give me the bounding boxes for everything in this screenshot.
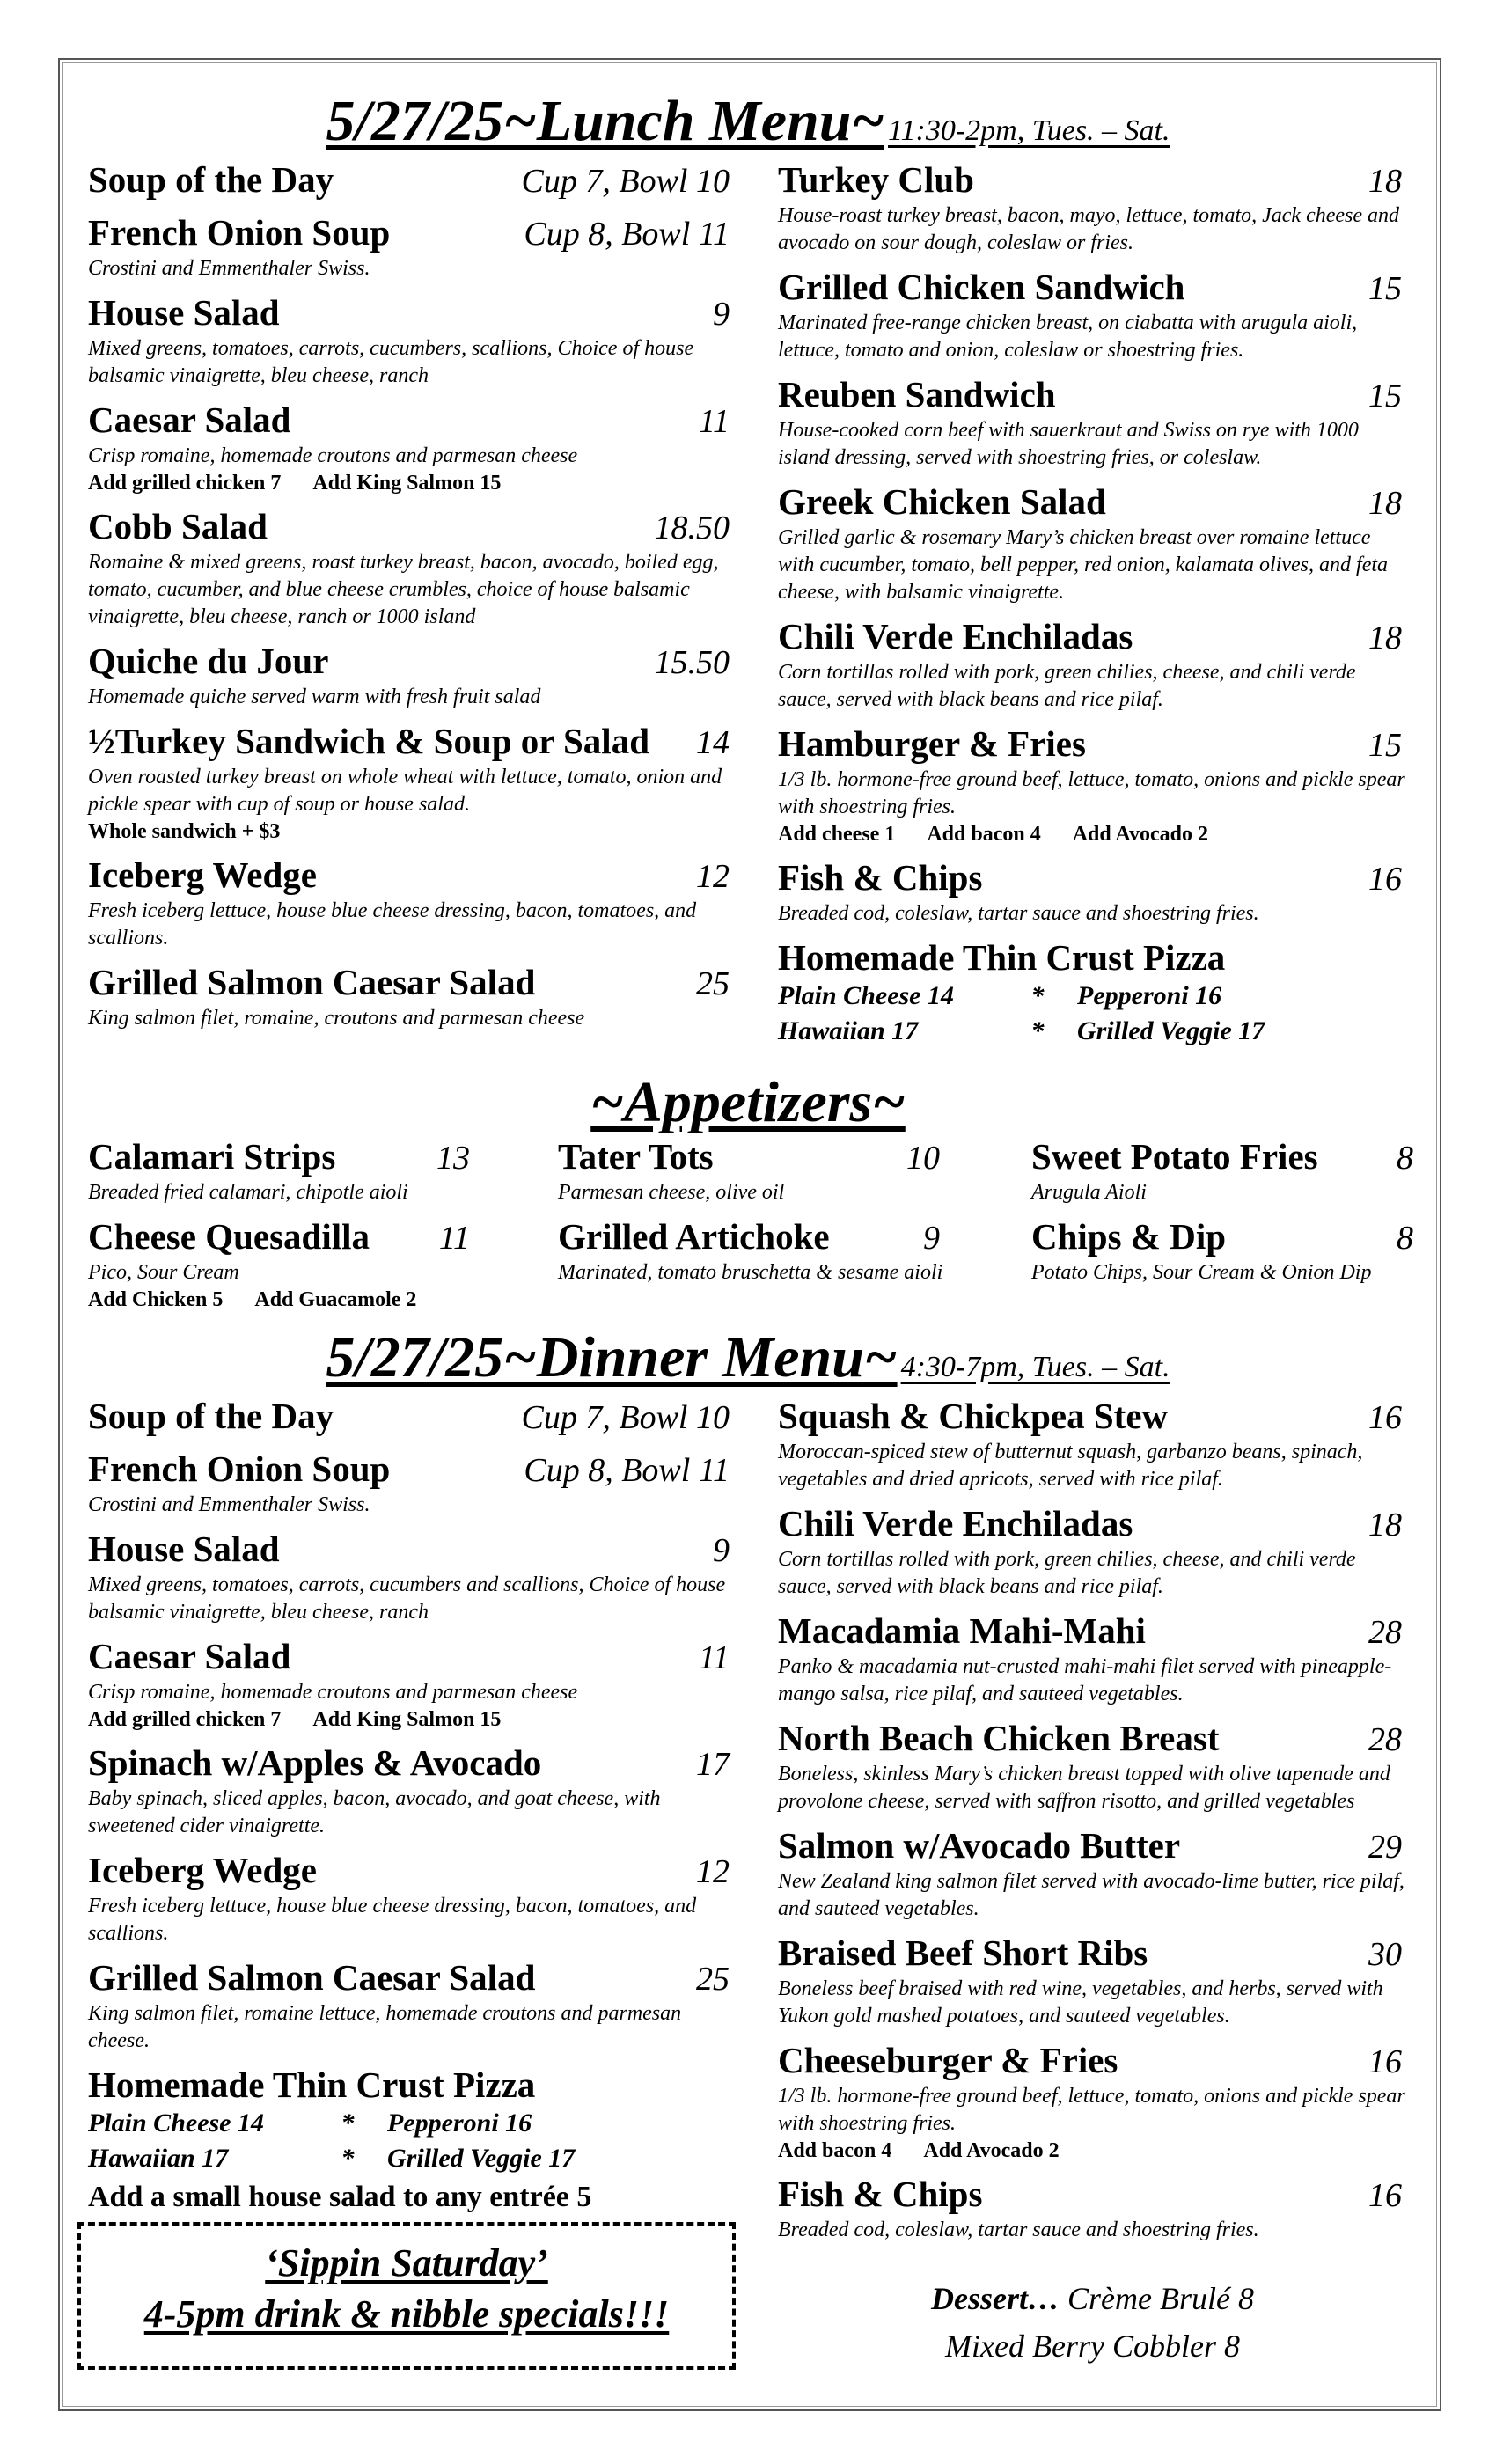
item-name: Reuben Sandwich (778, 374, 1056, 414)
separator-star: * (1030, 1016, 1045, 1045)
pizza-option: Grilled Veggie 17 (1077, 1016, 1265, 1045)
item-addons (88, 470, 735, 496)
item-name: Spinach w/Apples & Avocado (88, 1742, 542, 1783)
item-description: Pico, Sour Cream (88, 1261, 239, 1284)
pizza-option: Grilled Veggie 17 (387, 2144, 576, 2173)
item-price: 8 (1397, 1220, 1413, 1257)
item-description: Mixed greens, tomatoes, carrots, cucumbers, scallions, Choice of house balsamic vinaigrette, bleu cheese, ranch (88, 337, 694, 387)
item-name: Quiche du Jour (88, 641, 329, 681)
menu-item-hamburger-fries (778, 722, 1407, 847)
dinner-heading (0, 1324, 1496, 1391)
addon-option: Add Guacamole 2 (254, 1288, 417, 1311)
item-description: Crisp romaine, homemade croutons and parmesan cheese (88, 444, 578, 467)
item-price: Cup 7, Bowl 10 (521, 1399, 730, 1436)
item-price: 11 (438, 1220, 470, 1257)
item-price: 8 (1397, 1140, 1413, 1177)
addon-option: Whole sandwich + $3 (88, 820, 281, 843)
pizza-options-row (88, 2106, 735, 2141)
item-description: Breaded cod, coleslaw, tartar sauce and shoestring fries. (778, 902, 1259, 925)
sippin-specials: 4-5pm drink & nibble specials!!! (143, 2292, 670, 2336)
menu-item-macadamia-mahi-mahi (778, 1610, 1407, 1708)
pizza-option: Plain Cheese 14 (88, 2108, 264, 2138)
item-name: Cheeseburger & Fries (778, 2040, 1118, 2080)
item-description: King salmon filet, romaine lettuce, homemade croutons and parmesan cheese. (88, 2002, 682, 2052)
item-name: Homemade Thin Crust Pizza (88, 2064, 536, 2105)
item-name: Caesar Salad (88, 1636, 291, 1676)
pizza-option: Pepperoni 16 (387, 2108, 532, 2138)
item-name: Soup of the Day (88, 1396, 334, 1436)
item-addons (778, 821, 1407, 847)
pizza-option: Hawaiian 17 (778, 1016, 919, 1045)
menu-item-house-salad (88, 291, 735, 390)
pizza-options-row (778, 979, 1407, 1014)
item-description: Crostini and Emmenthaler Swiss. (88, 1493, 370, 1516)
item-price: 16 (1368, 2177, 1402, 2214)
item-description: Potato Chips, Sour Cream & Onion Dip (1031, 1261, 1372, 1284)
item-name: Calamari Strips (88, 1136, 336, 1177)
menu-item-calamari-strips (88, 1135, 475, 1206)
sippin-saturday-box (77, 2222, 736, 2370)
item-description: Crisp romaine, homemade croutons and parmesan cheese (88, 1681, 578, 1704)
item-name: North Beach Chicken Breast (778, 1718, 1220, 1758)
menu-item-cheese-quesadilla (88, 1215, 475, 1313)
addon-option: Add cheese 1 (778, 823, 896, 846)
lunch-title: 5/27/25~Lunch Menu~ (326, 89, 885, 153)
menu-item-chili-verde-enchiladas (778, 1502, 1407, 1601)
item-price: 16 (1368, 1399, 1402, 1436)
item-name: Salmon w/Avocado Butter (778, 1825, 1181, 1866)
menu-item-chips-dip (1031, 1215, 1419, 1287)
item-name: Sweet Potato Fries (1031, 1136, 1318, 1177)
item-price: 9 (713, 1532, 730, 1569)
addon-option: Add bacon 4 (927, 823, 1041, 846)
item-description: Breaded fried calamari, chipotle aioli (88, 1181, 408, 1204)
item-price: 29 (1368, 1829, 1402, 1866)
item-name: Greek Chicken Salad (778, 481, 1106, 522)
item-name: ½Turkey Sandwich & Soup or Salad (88, 721, 650, 761)
dessert-item-creme-brule: Crème Brulé 8 (1067, 2281, 1254, 2316)
item-description: Fresh iceberg lettuce, house blue cheese dressing, bacon, tomatoes, and scallions. (88, 899, 697, 950)
item-name: Soup of the Day (88, 159, 334, 200)
addon-option: Add Avocado 2 (923, 2139, 1060, 2162)
item-addons (88, 1287, 475, 1313)
pizza-option: Plain Cheese 14 (778, 981, 954, 1010)
item-price: Cup 8, Bowl 11 (524, 216, 730, 253)
menu-item-salmon-w-avocado-butter (778, 1824, 1407, 1923)
dinner-hours: 4:30-7pm, Tues. – Sat. (900, 1351, 1170, 1383)
item-price: 12 (696, 1853, 730, 1890)
appetizers-column-2 (558, 1135, 945, 1295)
menu-item-house-salad (88, 1528, 735, 1626)
item-name: Grilled Chicken Sandwich (778, 267, 1185, 307)
addon-option: Add King Salmon 15 (312, 1708, 502, 1731)
appetizers-title: ~Appetizers~ (590, 1070, 906, 1134)
menu-item-cobb-salad (88, 505, 735, 631)
menu-item-greek-chicken-salad (778, 480, 1407, 606)
item-description: Corn tortillas rolled with pork, green chilies, cheese, and chili verde sauce, served with black beans and rice pilaf. (778, 661, 1356, 711)
house-salad-note: Add a small house salad to any entrée 5 (88, 2181, 592, 2213)
addon-option: Add King Salmon 15 (312, 472, 502, 495)
pizza-options-row (88, 2141, 735, 2176)
item-addons (88, 1706, 735, 1733)
dinner-title: 5/27/25~Dinner Menu~ (326, 1325, 898, 1390)
item-name: Caesar Salad (88, 400, 291, 440)
item-description: Crostini and Emmenthaler Swiss. (88, 257, 370, 280)
menu-item-tater-tots (558, 1135, 945, 1206)
item-name: Iceberg Wedge (88, 854, 317, 895)
item-price: 18.50 (654, 510, 730, 546)
menu-item-fish-chips (778, 856, 1407, 928)
item-name: Chili Verde Enchiladas (778, 1503, 1133, 1544)
item-name: Chips & Dip (1031, 1216, 1227, 1257)
item-description: Corn tortillas rolled with pork, green chilies, cheese, and chili verde sauce, served with black beans and rice pilaf. (778, 1548, 1356, 1598)
menu-item-soup-of-the-day (88, 1395, 735, 1439)
item-price: 25 (696, 1961, 730, 1998)
item-description: New Zealand king salmon filet served with avocado-lime butter, rice pilaf, and sauteed vegetables. (778, 1870, 1404, 1920)
item-name: Tater Tots (558, 1136, 714, 1177)
menu-item-french-onion-soup (88, 1448, 735, 1519)
item-name: Turkey Club (778, 159, 974, 200)
menu-item-chili-verde-enchiladas (778, 615, 1407, 714)
item-description: Baby spinach, sliced apples, bacon, avocado, and goat cheese, with sweetened cider vinaigrette. (88, 1787, 661, 1837)
item-price: 18 (1368, 163, 1402, 200)
item-name: Fish & Chips (778, 2174, 983, 2214)
item-description: Grilled garlic & rosemary Mary’s chicken breast over romaine lettuce with cucumber, tomato, bell pepper, red onion, kalamata olives, and feta cheese, with balsamic vinaigrette. (778, 526, 1389, 604)
item-name: Iceberg Wedge (88, 1850, 317, 1890)
item-name: Grilled Salmon Caesar Salad (88, 962, 536, 1002)
menu-item-homemade-thin-crust-pizza (778, 936, 1407, 1049)
menu-item-braised-beef-short-ribs (778, 1932, 1407, 2030)
item-name: Fish & Chips (778, 857, 983, 898)
menu-item-reuben-sandwich (778, 373, 1407, 472)
item-description: 1/3 lb. hormone-free ground beef, lettuce, tomato, onions and pickle spear with shoestring fries. (778, 2085, 1405, 2135)
item-name: House Salad (88, 1529, 280, 1569)
item-description: Parmesan cheese, olive oil (558, 1181, 785, 1204)
dessert-label: Dessert… (931, 2281, 1060, 2316)
pizza-options-row (778, 1014, 1407, 1049)
appetizers-heading (0, 1069, 1496, 1136)
item-price: 11 (698, 1639, 730, 1676)
menu-item-grilled-salmon-caesar-salad (88, 961, 735, 1032)
item-price: 28 (1368, 1721, 1402, 1758)
menu-item-caesar-salad (88, 399, 735, 496)
menu-item-caesar-salad (88, 1635, 735, 1733)
item-name: Homemade Thin Crust Pizza (778, 937, 1226, 978)
item-name: House Salad (88, 292, 280, 333)
item-description: Romaine & mixed greens, roast turkey breast, bacon, avocado, boiled egg, tomato, cucumber, and blue cheese crumbles, choice of house balsamic vinaigrette, bleu cheese, ranch or 1000 island (88, 551, 719, 628)
item-price: 18 (1368, 1507, 1402, 1544)
lunch-heading (0, 88, 1496, 155)
item-name: Cobb Salad (88, 506, 268, 546)
item-description: Mixed greens, tomatoes, carrots, cucumbers and scallions, Choice of house balsamic vinaigrette, bleu cheese, ranch (88, 1573, 726, 1624)
item-name: Grilled Artichoke (558, 1216, 830, 1257)
item-price: 15 (1368, 270, 1402, 307)
item-price: 15 (1368, 378, 1402, 414)
item-price: 16 (1368, 2043, 1402, 2080)
item-description: Marinated free-range chicken breast, on ciabatta with arugula aioli, lettuce, tomato and onion, coleslaw or shoestring fries. (778, 312, 1358, 362)
item-name: Grilled Salmon Caesar Salad (88, 1957, 536, 1998)
item-description: Oven roasted turkey breast on whole wheat with lettuce, tomato, onion and pickle spear with cup of soup or house salad. (88, 766, 722, 816)
menu-item-fish-chips (778, 2173, 1407, 2244)
item-description: Fresh iceberg lettuce, house blue cheese dressing, bacon, tomatoes, and scallions. (88, 1895, 697, 1945)
item-name: Cheese Quesadilla (88, 1216, 370, 1257)
menu-item-grilled-chicken-sandwich (778, 266, 1407, 364)
item-name: Squash & Chickpea Stew (778, 1396, 1169, 1436)
item-price: 25 (696, 965, 730, 1002)
menu-item-iceberg-wedge (88, 1849, 735, 1947)
pizza-option: Pepperoni 16 (1077, 981, 1222, 1010)
addon-option: Add Chicken 5 (88, 1288, 224, 1311)
item-price: Cup 8, Bowl 11 (524, 1452, 730, 1489)
lunch-hours: 11:30-2pm, Tues. – Sat. (888, 114, 1170, 147)
menu-item-cheeseburger-fries (778, 2039, 1407, 2164)
item-price: 16 (1368, 861, 1402, 898)
item-price: 10 (906, 1140, 940, 1177)
sippin-title: ‘Sippin Saturday’ (265, 2241, 548, 2284)
item-addons (88, 818, 735, 845)
item-price: 13 (436, 1140, 470, 1177)
item-price: 9 (713, 296, 730, 333)
appetizers-column-3 (1031, 1135, 1419, 1295)
item-description: Arugula Aioli (1031, 1181, 1147, 1204)
item-price: 30 (1368, 1936, 1402, 1973)
dessert-section (778, 2275, 1407, 2370)
separator-star: * (1030, 981, 1045, 1010)
menu-item-grilled-salmon-caesar-salad (88, 1956, 735, 2055)
item-description: Breaded cod, coleslaw, tartar sauce and shoestring fries. (778, 2218, 1259, 2241)
item-description: Homemade quiche served warm with fresh fruit salad (88, 686, 541, 708)
addon-option: Add Avocado 2 (1072, 823, 1208, 846)
item-price: 28 (1368, 1614, 1402, 1651)
dessert-item-cobbler: Mixed Berry Cobbler 8 (945, 2328, 1240, 2364)
item-description: House-cooked corn beef with sauerkraut and Swiss on rye with 1000 island dressing, served with shoestring fries, or coleslaw. (778, 419, 1359, 469)
menu-item-grilled-artichoke (558, 1215, 945, 1287)
menu-item-north-beach-chicken-breast (778, 1717, 1407, 1815)
item-price: Cup 7, Bowl 10 (521, 163, 730, 200)
item-description: Marinated, tomato bruschetta & sesame aioli (558, 1261, 943, 1284)
item-name: Braised Beef Short Ribs (778, 1932, 1148, 1973)
dinner-right-column (778, 1395, 1407, 2253)
menu-item-turkey-sandwich-soup-or-salad (88, 720, 735, 845)
item-price: 11 (698, 403, 730, 440)
addon-option: Add grilled chicken 7 (88, 1708, 282, 1731)
item-description: Moroccan-spiced stew of butternut squash, garbanzo beans, spinach, vegetables and dried apricots, served with rice pilaf. (778, 1441, 1363, 1491)
item-name: French Onion Soup (88, 1448, 391, 1489)
item-addons (778, 2138, 1407, 2164)
menu-item-turkey-club (778, 158, 1407, 257)
menu-item-iceberg-wedge (88, 854, 735, 952)
item-price: 9 (923, 1220, 940, 1257)
menu-item-soup-of-the-day (88, 158, 735, 202)
item-name: Hamburger & Fries (778, 723, 1086, 764)
separator-star: * (341, 2108, 355, 2138)
menu-item-spinach-w-apples-avocado (88, 1742, 735, 1840)
menu-item-quiche-du-jour (88, 640, 735, 711)
menu-item-french-onion-soup (88, 211, 735, 282)
item-description: Panko & macadamia nut-crusted mahi-mahi filet served with pineapple-mango salsa, rice pilaf, and sauteed vegetables. (778, 1655, 1392, 1705)
item-price: 15 (1368, 727, 1402, 764)
menu-item-homemade-thin-crust-pizza (88, 2064, 735, 2176)
item-price: 15.50 (654, 644, 730, 681)
lunch-left-column (88, 158, 735, 1041)
menu-item-squash-chickpea-stew (778, 1395, 1407, 1493)
item-description: 1/3 lb. hormone-free ground beef, lettuce, tomato, onions and pickle spear with shoestring fries. (778, 768, 1405, 818)
item-name: Macadamia Mahi-Mahi (778, 1610, 1146, 1651)
addon-option: Add bacon 4 (778, 2139, 892, 2162)
addon-option: Add grilled chicken 7 (88, 472, 282, 495)
appetizers-column-1 (88, 1135, 475, 1322)
item-name: French Onion Soup (88, 212, 391, 253)
lunch-right-column (778, 158, 1407, 1058)
item-description: King salmon filet, romaine, croutons and parmesan cheese (88, 1007, 585, 1030)
item-description: Boneless, skinless Mary’s chicken breast topped with olive tapenade and provolone cheese, served with saffron risotto, and grilled vegetables (778, 1763, 1390, 1813)
item-price: 18 (1368, 620, 1402, 656)
item-price: 12 (696, 858, 730, 895)
item-price: 14 (696, 724, 730, 761)
item-description: Boneless beef braised with red wine, vegetables, and herbs, served with Yukon gold mashed potatoes, and sauteed vegetables. (778, 1977, 1383, 2028)
pizza-option: Hawaiian 17 (88, 2144, 229, 2173)
item-description: House-roast turkey breast, bacon, mayo, lettuce, tomato, Jack cheese and avocado on sour dough, coleslaw or fries. (778, 204, 1400, 254)
item-price: 18 (1368, 485, 1402, 522)
dinner-left-column (88, 1395, 735, 2185)
item-name: Chili Verde Enchiladas (778, 616, 1133, 656)
menu-item-sweet-potato-fries (1031, 1135, 1419, 1206)
separator-star: * (341, 2144, 355, 2173)
item-price: 17 (696, 1746, 730, 1783)
